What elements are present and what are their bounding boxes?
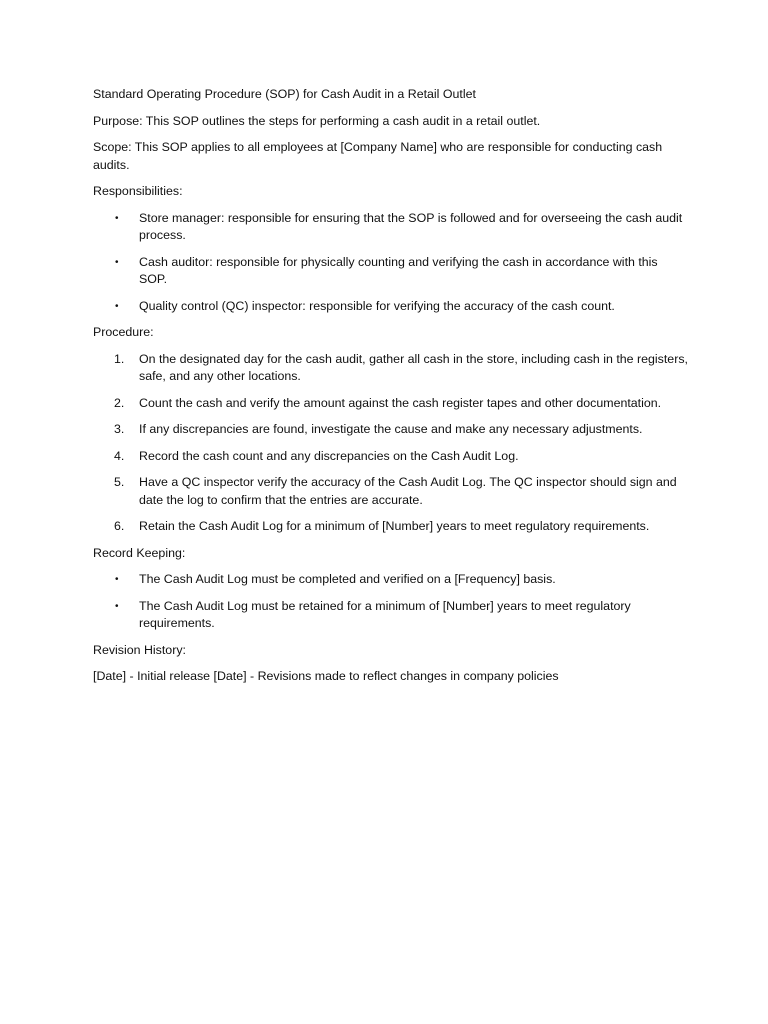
responsibilities-list <box>93 210 688 316</box>
step-number: 6. <box>114 519 125 533</box>
list-item <box>93 571 688 589</box>
purpose-paragraph: Purpose: This SOP outlines the steps for performing a cash audit in a retail outlet. <box>93 113 541 128</box>
procedure-list <box>93 351 688 536</box>
list-item-text: Quality control (QC) inspector: responsible for verifying the accuracy of the cash count. <box>139 298 615 313</box>
document-title: Standard Operating Procedure (SOP) for Cash Audit in a Retail Outlet <box>93 87 476 101</box>
list-item-text: Count the cash and verify the amount against the cash register tapes and other documentation. <box>139 395 662 410</box>
bullet-marker: • <box>115 256 119 268</box>
list-item-text: Have a QC inspector verify the accuracy of the Cash Audit Log. The QC inspector should sign and date the log to confirm that the entries are accurate. <box>139 475 677 507</box>
list-item-text: The Cash Audit Log must be retained for a minimum of [Number] years to meet regulatory requirements. <box>139 598 631 630</box>
list-item-text: On the designated day for the cash audit, gather all cash in the store, including cash in the registers, safe, and any other locations. <box>139 351 688 383</box>
list-item-text: Cash auditor: responsible for physically counting and verifying the cash in accordance with this SOP. <box>139 254 658 286</box>
bullet-marker: • <box>115 300 119 312</box>
list-item <box>93 518 688 536</box>
list-item-text: The Cash Audit Log must be completed and verified on a [Frequency] basis. <box>139 572 556 586</box>
list-item-text: Retain the Cash Audit Log for a minimum of [Number] years to meet regulatory requirements. <box>139 519 650 533</box>
record-keeping-heading: Record Keeping: <box>93 545 186 560</box>
revision-history-heading: Revision History: <box>93 642 186 657</box>
step-number: 3. <box>114 422 125 436</box>
scope-paragraph: Scope: This SOP applies to all employees at [Company Name] who are responsible for conducting cash audits. <box>93 140 663 172</box>
bullet-marker: • <box>115 212 119 224</box>
list-item <box>93 598 688 633</box>
record-keeping-list <box>93 571 688 633</box>
list-item-text: If any discrepancies are found, investigate the cause and make any necessary adjustments. <box>139 422 643 436</box>
responsibilities-heading: Responsibilities: <box>93 184 183 198</box>
list-item <box>93 254 688 289</box>
bullet-marker: • <box>115 574 119 585</box>
list-item <box>93 351 688 386</box>
step-number: 2. <box>114 395 125 410</box>
list-item-text: Store manager: responsible for ensuring that the SOP is followed and for overseeing the cash audit process. <box>139 210 683 242</box>
revision-history-text: [Date] - Initial release [Date] - Revisions made to reflect changes in company policies <box>93 669 559 683</box>
step-number: 5. <box>114 475 125 489</box>
list-item <box>93 298 688 316</box>
procedure-heading: Procedure: <box>93 325 154 339</box>
list-item <box>93 474 688 509</box>
bullet-marker: • <box>115 600 119 612</box>
step-number: 4. <box>114 448 125 463</box>
list-item-text: Record the cash count and any discrepancies on the Cash Audit Log. <box>139 448 519 463</box>
step-number: 1. <box>114 351 125 366</box>
list-item <box>93 448 688 466</box>
list-item <box>93 210 688 245</box>
list-item <box>93 421 688 439</box>
list-item <box>93 395 688 413</box>
